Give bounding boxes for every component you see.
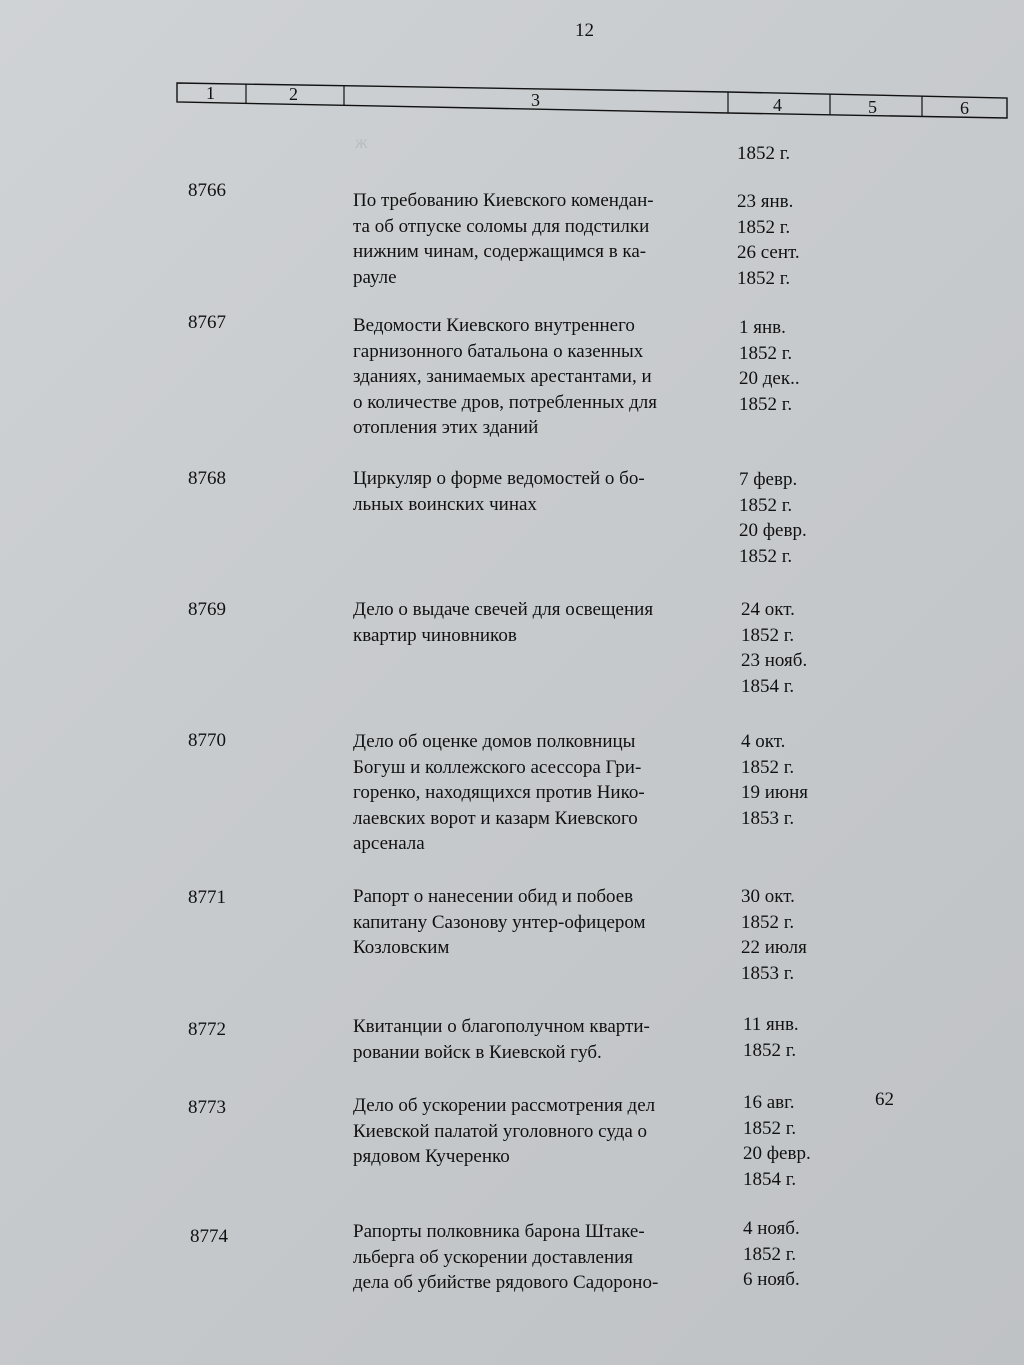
entry-description: Дело об ускорении рассмотрения дел Киевской палатой уголовного суда о рядовом Кучеренко: [353, 1095, 656, 1167]
entry-number: 8771: [188, 887, 226, 908]
entry-description: Ведомости Киевского внутреннего гарнизонного батальона о казенных зданиях, занимаемых арестантами, и о количестве дров, потребленных для отопления этих зданий: [353, 315, 658, 438]
entry-number: 8769: [188, 599, 226, 620]
column-header-table: [176, 80, 1008, 120]
entry-dates: 1 янв. 1852 г. 20 дек.. 1852 г.: [739, 317, 800, 415]
show-through-text: ж: [355, 132, 368, 152]
header-col-2: 2: [289, 84, 298, 104]
entry-description: Рапорт о нанесении обид и побоев капитану Сазонову унтер-офицером Козловским: [353, 886, 646, 958]
entry-number: 8767: [188, 312, 226, 333]
entry-number: 8768: [188, 468, 226, 489]
entry-description: Дело о выдаче свечей для освещения квартир чиновников: [353, 599, 654, 646]
header-col-5: 5: [868, 97, 877, 117]
entry-description: По требованию Киевского комендан- та об отпуске соломы для подстилки нижним чинам, содержащимся в ка- рауле: [353, 190, 654, 288]
entry-dates: 11 янв. 1852 г.: [743, 1014, 799, 1061]
entry-dates: 23 янв. 1852 г. 26 сент. 1852 г.: [737, 191, 800, 289]
continuation-date: 1852 г.: [737, 143, 791, 164]
header-col-3: 3: [531, 90, 540, 110]
entry-number: 8772: [188, 1019, 226, 1040]
entry-dates: 4 окт. 1852 г. 19 июня 1853 г.: [741, 731, 809, 829]
header-col-4: 4: [773, 95, 782, 115]
entry-dates: 7 февр. 1852 г. 20 февр. 1852 г.: [739, 469, 807, 567]
header-col-1: 1: [206, 83, 215, 103]
page-number: 12: [575, 20, 594, 41]
header-table-grid: [176, 80, 1008, 120]
header-col-6: 6: [960, 98, 969, 118]
entry-column-5-value: 62: [875, 1089, 894, 1110]
entry-description: Дело об оценке домов полковницы Богуш и коллежского асессора Гри- горенко, находящихся против Нико- лаевских ворот и казарм Киевского арсенала: [353, 731, 645, 854]
entry-dates: 24 окт. 1852 г. 23 нояб. 1854 г.: [741, 599, 808, 697]
entry-dates: 30 окт. 1852 г. 22 июля 1853 г.: [741, 886, 807, 984]
entry-description: Квитанции о благополучном кварти- ровании войск в Киевской губ.: [353, 1016, 650, 1063]
entry-number: 8773: [188, 1097, 226, 1118]
entry-description: Рапорты полковника барона Штаке- льберга об ускорении доставления дела об убийстве рядового Садороно-: [353, 1221, 659, 1293]
entry-description: Циркуляр о форме ведомостей о бо- льных воинских чинах: [353, 468, 645, 515]
entry-number: 8766: [188, 180, 226, 201]
entry-number: 8774: [190, 1226, 228, 1247]
entry-number: 8770: [188, 730, 226, 751]
entry-dates: 16 авг. 1852 г. 20 февр. 1854 г.: [743, 1092, 811, 1190]
entry-dates: 4 нояб. 1852 г. 6 нояб.: [743, 1218, 800, 1290]
